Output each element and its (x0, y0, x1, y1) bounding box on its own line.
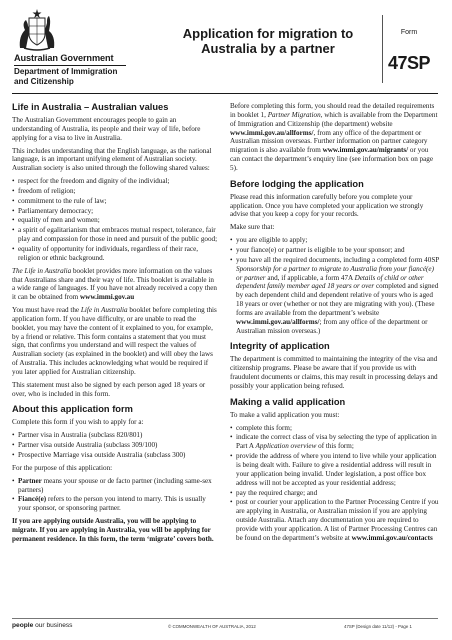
term: Fiancé(e) (18, 495, 47, 504)
list-item: • a spirit of egalitarianism that embraces mutual respect, tolerance, fair play and compassion for those in need and pursuit of the public good; (12, 226, 218, 244)
coat-of-arms-icon (16, 8, 58, 52)
requirements-list (230, 424, 440, 543)
definitions-list (12, 477, 218, 513)
list-item: • Parliamentary democracy; (12, 207, 218, 216)
left-column (12, 102, 218, 548)
website-link[interactable]: www.immi.gov.au/contacts (351, 533, 433, 542)
footer-page-info: 47SP (Design date 11/12) - Page 1 (344, 624, 412, 629)
form-title-ref: Details of child or other dependent family member aged 18 years or over (236, 273, 424, 291)
government-name: Australian Government (14, 53, 114, 63)
paragraph: Please read this information carefully before you complete your application. Once you have completed your application we strongly advise that you keep a copy for your records. (230, 192, 424, 219)
visa-list (12, 431, 218, 460)
text: or you can contact the department’s enquiry line (see information box on page 5). (230, 146, 434, 172)
section-heading-before-lodging: Before lodging the application (230, 178, 364, 189)
definition: refers to the person you intend to marry. This is usually your sponsor, or sponsoring partner. (18, 495, 206, 513)
section-heading-integrity: Integrity of application (230, 341, 330, 352)
paragraph: To make a valid application you must: (230, 410, 340, 419)
tagline-bold: people (12, 622, 34, 629)
paragraph (12, 267, 218, 302)
term: Partner (18, 476, 42, 485)
text: you have all the required documents, including a completed form 40SP (236, 255, 439, 264)
website-link[interactable]: www.immi.gov.au/migrants/ (322, 146, 409, 155)
list-item: • your fiance(e) or partner is eligible to be your sponsor; and (230, 246, 440, 255)
booklet-title: Life in Australia (80, 306, 128, 315)
list-item (230, 498, 440, 542)
text: booklet provides more information on the values that Australians share and their way of life. This booklet is available in a wide range of languages. If you have not already received a copy then it can be obtained from (12, 266, 218, 302)
paragraph: For the purpose of this application: (12, 463, 113, 472)
footer-tagline (12, 622, 72, 629)
section-heading-australian-values: Life in Australia – Australian values (12, 102, 169, 112)
header-divider (12, 93, 438, 94)
logo-divider (14, 65, 126, 66)
list-item: • commitment to the rule of law; (12, 197, 218, 206)
tagline-rest: our business (33, 622, 73, 629)
booklet-title: The Life in Australia (12, 266, 72, 275)
list-item (12, 495, 218, 513)
list-item (230, 256, 440, 336)
list-item: • provide the address of where you intend to live while your application is being dealt with. Failure to give a residential address will result in your application being invalid. Under legislation, a post office box address will not be accepted as your residential address; (230, 452, 440, 487)
text: booklet before completing this application form. If you have difficulty, or are unable to read the booklet, you may have the content of it explained to you, for example, by a friend or relative. This form contains a statement that you must sign, that confirms you understand and will respect the values of Australian society (as explained in the booklet) and will obey the laws of Australia. This includes acknowledging what would be required if you later applied for Australian citizenship. (12, 306, 217, 376)
text: which is available from the Department of Immigration and Citizenship (the department) website (230, 110, 438, 128)
text: indicate the correct class of visa by selecting the type of application in Part A (236, 433, 437, 451)
checklist (230, 236, 440, 335)
paragraph: This statement must also be signed by each person aged 18 years or over, who is included in this form. (12, 380, 206, 398)
section-heading-valid-application: Making a valid application (230, 396, 346, 407)
part-title-ref: Application overview (255, 442, 317, 451)
list-item: • equality of men and women; (12, 216, 218, 225)
form-title-ref: Sponsorship for a partner to migrate to Australia from your fiancé(e) or partner (236, 264, 434, 282)
list-item: • Prospective Marriage visa outside Australia (subclass 300) (12, 451, 218, 460)
list-item: • pay the required charge; and (230, 489, 440, 498)
text: You must have read the (12, 306, 81, 315)
paragraph: Complete this form if you wish to apply for a: (12, 418, 144, 427)
paragraph: The Australian Government encourages people to gain an understanding of Australia, its people and their way of life, before applying for a visa to live in Australia. (12, 116, 201, 142)
list-item: • Partner visa outside Australia (subclass 309/100) (12, 441, 218, 450)
text: post or courier your application to the Partner Processing Centre if you are applying in Australia, or Australian mission if you are applying outside Australia. Attach any documentation you are required to provide with your application. A list of Partner Processing Centres can be found on the department’s website at (236, 498, 439, 542)
website-link[interactable]: www.immi.gov.au/allforms/ (236, 317, 320, 326)
paragraph: Make sure that: (230, 223, 275, 232)
form-code: 47SP (387, 53, 431, 73)
paragraph: The department is committed to maintaining the integrity of the visa and citizenship programs. Please be aware that if you provide us with fraudulent documents or claims, this may result in processing delays and possibly your application being refused. (230, 355, 438, 390)
website-link[interactable]: www.immi.gov.au/allforms/ (230, 128, 314, 137)
definition: means your spouse or de facto partner (including same-sex partners) (18, 476, 212, 494)
list-item: • you are eligible to apply; (230, 236, 440, 245)
list-item (12, 477, 218, 495)
list-item: • equality of opportunity for individuals, regardless of their race, religion or ethnic background. (12, 245, 218, 263)
text: Before completing this form, you should read the detailed requirements in booklet 1, (230, 102, 435, 119)
footer-copyright: © COMMONWEALTH OF AUSTRALIA, 2012 (168, 624, 256, 629)
text: of this form; (316, 442, 354, 451)
important-note: If you are applying outside Australia, you will be applying to migrate. If you are applying in Australia, you will be applying for permanent residence. In this form, the term ‘migrate’ covers both. (12, 517, 214, 543)
text: and, if applicable, a form 47A (265, 273, 355, 282)
list-item: • freedom of religion; (12, 187, 218, 196)
website-link[interactable]: www.immi.gov.au (80, 293, 135, 302)
paragraph: This includes understanding that the English language, as the national language, is an important unifying element of Australian society. Australian society is also united through the following shared values: (12, 146, 212, 173)
form-number-box (382, 15, 435, 83)
list-item: • Partner visa in Australia (subclass 820/801) (12, 431, 218, 440)
list-item: • complete this form; (230, 424, 440, 433)
page-header (0, 0, 452, 100)
text: ; from any office of the department or Australian mission overseas.) (236, 317, 428, 335)
form-label: Form (400, 29, 418, 36)
paragraph (12, 306, 218, 377)
department-name: Department of Immigration and Citizenship (14, 67, 118, 86)
paragraph (230, 102, 440, 173)
right-column (230, 102, 440, 547)
footer-divider (12, 618, 438, 619)
booklet-title: Partner Migration, (267, 110, 323, 119)
form-title: Application for migration to Australia by a partner (182, 26, 354, 56)
list-item: • respect for the freedom and dignity of the individual; (12, 177, 218, 186)
values-list (12, 177, 218, 263)
text: , from any office of the department or Australian mission overseas. Further information on partner category migration is also available from (230, 128, 428, 155)
list-item (230, 433, 440, 451)
text: completed and signed by each dependent child and dependent relative of yours who is aged 18 years or over (whether or not they are migrating with you). (These forms are available from the department’s website (236, 282, 439, 317)
section-heading-about-form: About this application form (12, 404, 133, 415)
